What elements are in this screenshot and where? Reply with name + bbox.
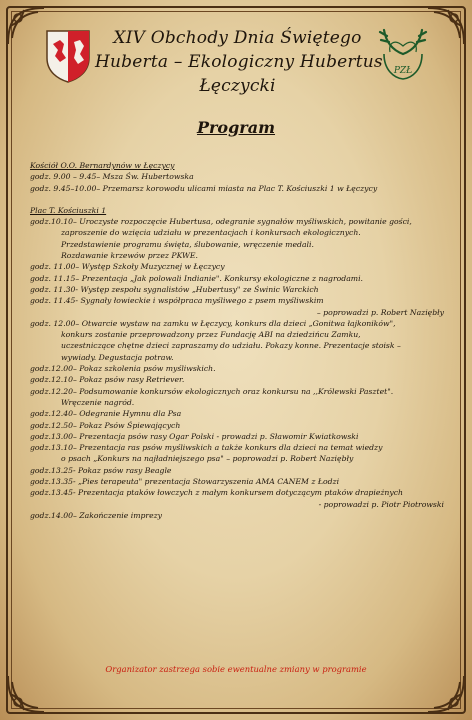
- schedule-item: [30, 386, 448, 397]
- schedule-item: [30, 216, 448, 227]
- item-continuation: Wręczenie nagród.: [61, 397, 135, 407]
- item-text: - „Pies terapeuta" prezentacja Stowarzyszenia AMA CANEM z Łodzi: [72, 477, 340, 487]
- schedule-item: [30, 183, 448, 194]
- item-text: – Prezentacja „Jak polowali Indianie". Konkursy ekologiczne z nagrodami.: [75, 273, 363, 283]
- schedule-item: [30, 465, 448, 476]
- item-text: – Uroczyste rozpoczęcie Hubertusa, odegranie sygnałów myśliwskich, powitanie gości,: [72, 217, 412, 227]
- item-time: godz.12.00: [30, 364, 73, 374]
- schedule-item: [30, 510, 448, 521]
- schedule-item: [30, 487, 448, 498]
- item-time: godz.10.10: [30, 217, 73, 227]
- schedule-item: [30, 476, 448, 487]
- title-line-2: Huberta – Ekologiczny Hubertus: [95, 52, 383, 72]
- corner-ornament-icon: [422, 670, 468, 716]
- item-time: godz. 11.15: [30, 273, 76, 283]
- item-time: godz. 11.30: [30, 284, 76, 294]
- item-text: - Pokaz psów rasy Beagle: [72, 465, 172, 475]
- section-square: [30, 205, 448, 521]
- item-continuation: zaproszenie do wzięcia udziału w prezentacjach i konkursach ekologicznych.: [61, 228, 361, 238]
- item-continuation: Rozdawanie krzewów przez PKWE.: [61, 251, 198, 261]
- item-continuation: Przedstawienie programu święta, ślubowanie, wręczenie medali.: [61, 239, 314, 249]
- item-time: godz.13.00: [30, 431, 73, 441]
- item-text: – Podsumowanie konkursów ekologicznych oraz konkursu na ,,Królewski Pasztet".: [72, 386, 394, 396]
- item-text: – Msza Św. Hubertowska: [96, 172, 194, 182]
- item-time: godz. 11.45: [30, 296, 76, 306]
- schedule-item: [30, 284, 448, 295]
- item-time: godz.12.20: [30, 386, 73, 396]
- program-schedule: [30, 160, 448, 521]
- item-time: godz.13.25: [30, 465, 73, 475]
- program-heading: Program: [196, 118, 276, 137]
- section-title: Plac T. Kościuszki 1: [30, 205, 107, 215]
- item-presenter: - poprowadzi p. Piotr Piotrowski: [318, 499, 444, 509]
- event-title: [95, 26, 383, 98]
- schedule-item: [30, 374, 448, 385]
- item-text: – Prezentacja psów rasy Ogar Polski - prowadzi p. Sławomir Kwiatkowski: [72, 431, 359, 441]
- item-text: - Sygnały łowieckie i współpraca myśliwego z psem myśliwskim: [75, 296, 324, 306]
- item-time: godz.14.00: [30, 510, 73, 520]
- item-continuation: uczestniczące chętne dzieci zapraszamy do udziału. Pokazy konne. Prezentacje stoisk –: [61, 341, 401, 351]
- item-time: godz.13.45: [30, 488, 73, 498]
- title-line-3: Łęczycki: [199, 76, 276, 96]
- schedule-item: [30, 295, 448, 306]
- item-time: godz. 11.00: [30, 262, 76, 272]
- pzl-hunting-emblem-icon: [376, 24, 430, 82]
- item-text: - Występ zespołu sygnalistów „Hubertusy" ze Świnic Warckich: [75, 284, 319, 294]
- section-church: [30, 160, 448, 194]
- coat-of-arms-icon: [44, 28, 92, 84]
- schedule-item: [30, 442, 448, 453]
- schedule-item: [30, 363, 448, 374]
- title-line-1: XIV Obchody Dnia Świętego: [113, 28, 362, 48]
- corner-ornament-icon: [4, 670, 50, 716]
- item-time: godz.12.50: [30, 420, 73, 430]
- item-time: godz.13.10: [30, 443, 73, 453]
- item-time: godz.12.10: [30, 375, 73, 385]
- schedule-item: [30, 318, 448, 329]
- item-continuation: o psach „Konkurs na najładniejszego psa" – poprowadzi p. Robert Naziębły: [61, 454, 354, 464]
- item-text: – Prezentacja ras psów myśliwskich a także konkurs dla dzieci na temat wiedzy: [72, 443, 383, 453]
- item-continuation: konkurs zostanie przeprowadzony przez Fundację ABI na dziedzińcu Zamku,: [61, 330, 361, 340]
- schedule-item: [30, 171, 448, 182]
- section-title: Kościół O.O. Bernardynów w Łęczycy: [30, 161, 175, 170]
- item-text: – Przemarsz korowodu ulicami miasta na Plac T. Kościuszki 1 w Łęczycy: [96, 183, 378, 193]
- schedule-item: [30, 273, 448, 284]
- schedule-item: [30, 420, 448, 431]
- item-text: – Pokaz Psów Śpiewających: [72, 420, 181, 430]
- item-presenter: – poprowadzi p. Robert Naziębły: [316, 307, 444, 317]
- item-text: – Otwarcie wystaw na zamku w Łęczycy, konkurs dla dzieci „Gonitwa łajkoników",: [75, 318, 396, 328]
- item-continuation: wywiady. Degustacja potraw.: [61, 352, 174, 362]
- schedule-item: [30, 408, 448, 419]
- item-time: godz. 12.00: [30, 318, 76, 328]
- organizer-note: Organizator zastrzega sobie ewentualne zmiany w programie: [105, 664, 367, 674]
- emblem-label: PZŁ: [393, 66, 413, 76]
- item-text: - Prezentacja ptaków łowczych z małym konkursem dotyczącym ptaków drapieżnych: [72, 488, 403, 498]
- schedule-item: [30, 261, 448, 272]
- schedule-item: [30, 431, 448, 442]
- item-text: – Odegranie Hymnu dla Psa: [72, 409, 182, 419]
- item-text: – Występ Szkoły Muzycznej w Łęczycy: [75, 262, 225, 272]
- item-text: – Zakończenie imprezy: [72, 510, 163, 520]
- item-time: godz.13.35: [30, 477, 73, 487]
- item-text: – Pokaz psów rasy Retriever.: [72, 375, 185, 385]
- item-time: godz.12.40: [30, 409, 73, 419]
- item-time: godz. 9.45–10.00: [30, 183, 97, 193]
- item-text: – Pokaz szkolenia psów myśliwskich.: [72, 364, 216, 374]
- item-time: godz. 9.00 – 9.45: [30, 172, 97, 182]
